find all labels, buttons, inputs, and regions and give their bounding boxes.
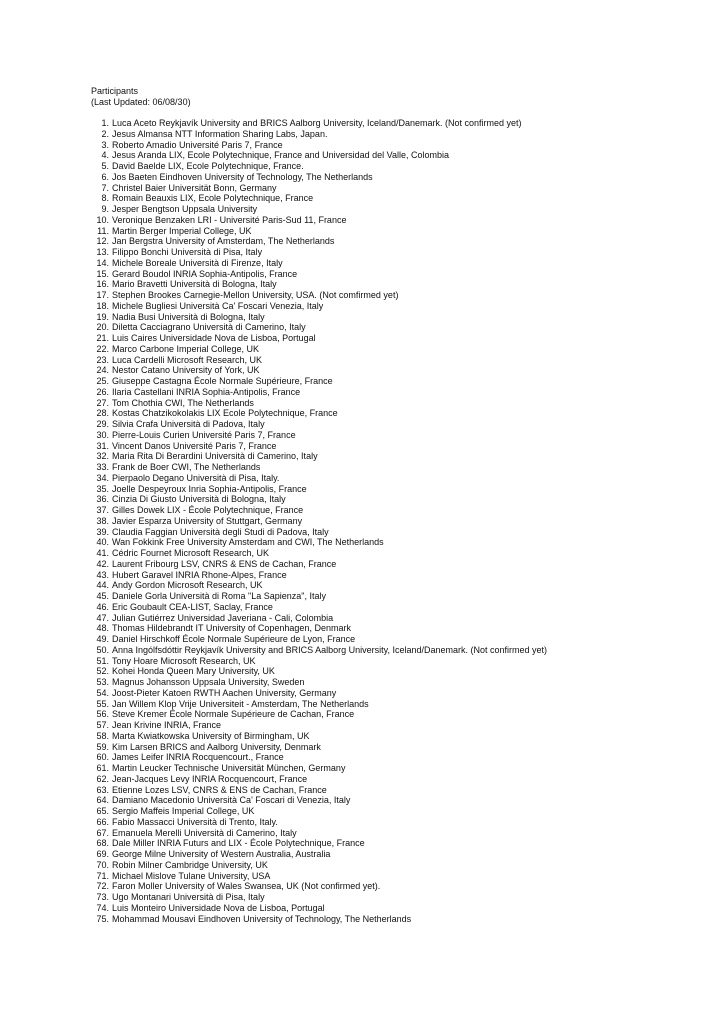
list-item-text: Mario Bravetti Università di Bologna, Italy [112, 279, 277, 290]
list-item-number: 43. [96, 569, 109, 580]
list-item-number: 40. [96, 537, 109, 548]
list-item-number: 2. [101, 128, 109, 139]
list-item [91, 129, 711, 140]
list-item [91, 666, 711, 677]
list-item [91, 838, 711, 849]
list-item-text: Frank de Boer CWI, The Netherlands [112, 462, 261, 472]
list-item [91, 301, 711, 312]
list-item-number: 5. [101, 161, 109, 171]
list-item-text: Andy Gordon Microsoft Research, UK [112, 580, 263, 591]
list-item-number: 46. [96, 601, 109, 612]
list-item-number: 1. [101, 118, 109, 128]
list-item-text: Luca Aceto Reykjavík University and BRICS Aalborg University, Iceland/Danemark. (Not confirmed yet) [112, 118, 522, 128]
list-item [91, 871, 711, 882]
list-item-text: Hubert Garavel INRIA Rhone-Alpes, France [112, 569, 287, 580]
list-item-text: Gerard Boudol INRIA Sophia-Antipolis, France [112, 268, 298, 279]
list-item-text: Tom Chothia CWI, The Netherlands [112, 397, 254, 408]
list-item-number: 14. [96, 257, 109, 268]
list-item [91, 602, 711, 613]
list-item [91, 677, 711, 688]
list-item-number: 70. [96, 859, 109, 870]
list-item [91, 537, 711, 548]
list-item-text: Javier Esparza University of Stuttgart, Germany [112, 515, 303, 526]
list-item-number: 25. [96, 376, 109, 386]
list-item [91, 699, 711, 710]
list-item-number: 72. [96, 881, 109, 892]
list-item [91, 484, 711, 495]
list-item-text: Jean Krivine INRIA, France [112, 720, 222, 730]
list-item-text: Damiano Macedonio Università Ca' Foscari di Venezia, Italy [112, 795, 351, 806]
list-item-number: 60. [96, 752, 109, 763]
list-item [91, 688, 711, 699]
list-item-number: 42. [96, 558, 109, 569]
list-item [91, 279, 711, 290]
list-item [91, 161, 711, 172]
list-item-number: 4. [101, 150, 109, 161]
list-item-text: Tony Hoare Microsoft Research, UK [112, 655, 256, 666]
list-item-text: Nadia Busi Università di Bologna, Italy [112, 311, 265, 322]
list-item-number: 23. [96, 354, 109, 365]
list-item-number: 8. [101, 193, 109, 204]
last-updated: (Last Updated: 06/08/30) [91, 97, 191, 107]
list-item [91, 258, 711, 269]
list-item-number: 64. [96, 795, 109, 806]
list-item-text: Laurent Fribourg LSV, CNRS & ENS de Cachan, France [112, 558, 337, 569]
list-item-number: 36. [96, 494, 109, 505]
list-item-text: Michele Bugliesi Università Ca' Foscari Venezia, Italy [112, 300, 324, 311]
list-item [91, 322, 711, 333]
list-item-number: 12. [96, 236, 109, 247]
list-item [91, 441, 711, 452]
list-item [91, 559, 711, 570]
list-item-number: 34. [96, 472, 109, 483]
list-item-text: Cinzia Di Giusto Università di Bologna, Italy [112, 494, 286, 505]
list-item [91, 892, 711, 903]
list-item [91, 763, 711, 774]
list-item-text: Romain Beauxis LIX, Ecole Polytechnique, France [112, 193, 314, 204]
list-item-number: 32. [96, 451, 109, 462]
list-item-number: 58. [96, 730, 109, 741]
list-item [91, 236, 711, 247]
list-item-text: Ilaria Castellani INRIA Sophia-Antipolis, France [112, 386, 301, 397]
list-item [91, 742, 711, 753]
list-item [91, 344, 711, 355]
list-item [91, 613, 711, 624]
list-item-text: Jean-Jacques Levy INRIA Rocquencourt, France [112, 773, 308, 784]
list-item-text: Veronique Benzaken LRI - Université Paris-Sud 11, France [112, 214, 347, 225]
list-item-number: 26. [96, 386, 109, 397]
list-item-text: Martin Leucker Technische Universität München, Germany [112, 763, 346, 773]
list-item-number: 54. [96, 687, 109, 698]
list-item-text: Etienne Lozes LSV, CNRS & ENS de Cachan, France [112, 784, 327, 795]
list-item-text: Joelle Despeyroux Inria Sophia-Antipolis, France [112, 483, 307, 494]
list-item-text: Emanuela Merelli Università di Camerino, Italy [112, 827, 297, 838]
list-item-number: 15. [96, 268, 109, 279]
list-item-number: 20. [96, 322, 109, 333]
list-item-number: 53. [96, 677, 109, 687]
list-item-number: 24. [96, 365, 109, 376]
list-item [91, 355, 711, 366]
list-item [91, 430, 711, 441]
list-item-text: Kim Larsen BRICS and Aalborg University, Denmark [112, 741, 321, 752]
list-item [91, 494, 711, 505]
list-item [91, 365, 711, 376]
list-item-text: Claudia Faggian Università degli Studi di Padova, Italy [112, 526, 329, 537]
list-item [91, 376, 711, 387]
list-item [91, 548, 711, 559]
list-item-text: Marco Carbone Imperial College, UK [112, 343, 260, 354]
list-item-number: 63. [96, 784, 109, 795]
list-item [91, 817, 711, 828]
list-item [91, 881, 711, 892]
list-item-number: 35. [96, 483, 109, 494]
list-item-text: Anna Ingólfsdóttir Reykjavík University and BRICS Aalborg University, Iceland/Danemark. (Not confirmed yet) [112, 644, 548, 655]
list-item-text: Jesus Aranda LIX, Ecole Polytechnique, France and Universidad del Valle, Colombia [112, 150, 450, 161]
list-item-number: 50. [96, 644, 109, 655]
list-item-number: 37. [96, 505, 109, 515]
list-item-text: Luis Monteiro Universidade Nova de Lisboa, Portugal [112, 902, 325, 913]
list-item-text: Kohei Honda Queen Mary University, UK [112, 666, 275, 677]
list-item [91, 795, 711, 806]
list-item-text: Maria Rita Di Berardini Università di Camerino, Italy [112, 451, 318, 462]
list-item [91, 451, 711, 462]
list-item [91, 226, 711, 237]
list-item-number: 47. [96, 612, 109, 623]
list-item [91, 204, 711, 215]
list-item [91, 731, 711, 742]
list-item-number: 41. [96, 548, 109, 558]
list-item-text: Luca Cardelli Microsoft Research, UK [112, 354, 263, 365]
list-item [91, 172, 711, 183]
list-item [91, 290, 711, 301]
list-item-number: 55. [96, 698, 109, 709]
list-item [91, 591, 711, 602]
list-item-number: 59. [96, 741, 109, 752]
list-item-text: Giuseppe Castagna École Normale Supérieure, France [112, 376, 333, 386]
list-item [91, 570, 711, 581]
list-item-number: 44. [96, 580, 109, 591]
list-item-text: Jesus Almansa NTT Information Sharing Labs, Japan. [112, 128, 328, 139]
list-item-number: 31. [96, 440, 109, 451]
page-title: Participants [91, 86, 139, 96]
list-item-text: Martin Berger Imperial College, UK [112, 225, 252, 236]
list-item-text: Eric Goubault CEA-LIST, Saclay, France [112, 601, 273, 612]
list-item [91, 516, 711, 527]
list-item [91, 580, 711, 591]
list-item-number: 75. [96, 913, 109, 924]
list-item-text: George Milne University of Western Australia, Australia [112, 849, 331, 859]
list-item-number: 71. [96, 870, 109, 881]
list-item [91, 806, 711, 817]
list-item [91, 118, 711, 129]
list-item-number: 38. [96, 515, 109, 526]
list-item [91, 419, 711, 430]
list-item-number: 73. [96, 892, 109, 902]
list-item-text: Jesper Bengtson Uppsala University [112, 204, 258, 214]
list-item-text: Vincent Danos Université Paris 7, France [112, 440, 277, 451]
list-item [91, 709, 711, 720]
list-item [91, 656, 711, 667]
list-item [91, 527, 711, 538]
list-item-number: 45. [96, 591, 109, 601]
participant-list [91, 118, 711, 924]
list-item [91, 774, 711, 785]
list-item [91, 269, 711, 280]
list-item-number: 62. [96, 773, 109, 784]
list-item-number: 19. [96, 311, 109, 322]
list-item-number: 67. [96, 827, 109, 838]
list-item-number: 3. [101, 139, 109, 150]
list-item-text: Filippo Bonchi Università di Pisa, Italy [112, 247, 263, 257]
list-item [91, 150, 711, 161]
list-item-number: 66. [96, 816, 109, 827]
list-item-text: Thomas Hildebrandt IT University of Copenhagen, Denmark [112, 623, 351, 634]
list-item [91, 623, 711, 634]
list-item-text: Steve Kremer École Normale Supérieure de Cachan, France [112, 709, 355, 720]
list-item-text: Joost-Pieter Katoen RWTH Aachen University, Germany [112, 687, 337, 698]
list-item-text: Robin Milner Cambridge University, UK [112, 859, 268, 870]
list-item [91, 398, 711, 409]
list-item [91, 720, 711, 731]
list-item [91, 645, 711, 656]
list-item [91, 193, 711, 204]
list-item-number: 10. [96, 214, 109, 225]
list-item [91, 462, 711, 473]
list-item [91, 247, 711, 258]
list-item-text: Pierre-Louis Curien Université Paris 7, France [112, 429, 296, 440]
list-item [91, 914, 711, 925]
list-item-text: Cédric Fournet Microsoft Research, UK [112, 548, 270, 558]
list-item-text: Magnus Johansson Uppsala University, Sweden [112, 677, 305, 687]
list-item-text: Fabio Massacci Università di Trento, Italy. [112, 816, 278, 827]
list-item-number: 17. [96, 290, 109, 300]
list-item-number: 22. [96, 343, 109, 354]
list-item [91, 505, 711, 516]
list-item-number: 6. [101, 171, 109, 182]
list-item-number: 11. [97, 225, 109, 236]
list-item [91, 215, 711, 226]
list-item-number: 69. [96, 849, 109, 859]
list-item-text: Diletta Cacciagrano Università di Camerino, Italy [112, 322, 306, 333]
list-item-text: Jan Willem Klop Vrije Universiteit - Amsterdam, The Netherlands [112, 698, 369, 709]
list-item-number: 9. [101, 204, 109, 214]
list-item-text: Luis Caires Universidade Nova de Lisboa, Portugal [112, 333, 316, 343]
list-item-number: 27. [96, 397, 109, 408]
list-item [91, 785, 711, 796]
list-item-text: Jos Baeten Eindhoven University of Technology, The Netherlands [112, 171, 373, 182]
list-item-number: 61. [96, 763, 109, 773]
list-item-text: Gilles Dowek LIX - École Polytechnique, France [112, 505, 304, 515]
list-item [91, 333, 711, 344]
list-item-text: Michele Boreale Università di Firenze, Italy [112, 257, 283, 268]
list-item-text: Daniele Gorla Università di Roma "La Sapienza", Italy [112, 591, 326, 601]
list-item-text: Kostas Chatzikokolakis LIX Ecole Polytechnique, France [112, 408, 338, 419]
list-item-text: Daniel Hirschkoff École Normale Supérieure de Lyon, France [112, 634, 356, 644]
list-item [91, 408, 711, 419]
list-item-text: Michael Mislove Tulane University, USA [112, 870, 271, 881]
list-item-number: 51. [96, 655, 109, 666]
list-item-number: 16. [96, 279, 109, 290]
list-item-text: Julian Gutiérrez Universidad Javeriana - Cali, Colombia [112, 612, 334, 623]
list-item-number: 21. [96, 333, 109, 343]
list-item-number: 29. [96, 419, 109, 429]
list-item-text: Mohammad Mousavi Eindhoven University of Technology, The Netherlands [112, 913, 412, 924]
list-item-number: 52. [96, 666, 109, 677]
list-item-number: 56. [96, 709, 109, 720]
list-item-number: 18. [96, 300, 109, 311]
list-item-number: 74. [96, 902, 109, 913]
list-item-text: David Baelde LIX, Ecole Polytechnique, France. [112, 161, 304, 171]
list-item-number: 68. [96, 838, 109, 849]
list-item-number: 39. [96, 526, 109, 537]
list-item-number: 48. [96, 623, 109, 634]
list-item-number: 65. [96, 806, 109, 816]
list-item-number: 30. [96, 429, 109, 440]
list-item-text: Wan Fokkink Free University Amsterdam and CWI, The Netherlands [112, 537, 384, 548]
list-item [91, 312, 711, 323]
list-item-text: Faron Moller University of Wales Swansea, UK (Not confirmed yet). [112, 881, 381, 892]
document-page [91, 86, 711, 924]
list-item-text: Christel Baier Universität Bonn, Germany [112, 182, 277, 193]
list-item [91, 828, 711, 839]
list-item [91, 903, 711, 914]
list-item-number: 49. [96, 634, 109, 644]
list-item-text: Dale Miller INRIA Futurs and LIX - École Polytechnique, France [112, 838, 365, 849]
list-item-text: Stephen Brookes Carnegie-Mellon University, USA. (Not comfirmed yet) [112, 290, 399, 300]
list-item [91, 473, 711, 484]
list-item-text: Silvia Crafa Università di Padova, Italy [112, 419, 265, 429]
list-item [91, 860, 711, 871]
list-item-text: Marta Kwiatkowska University of Birmingham, UK [112, 730, 310, 741]
list-item [91, 752, 711, 763]
list-item-text: Sergio Maffeis Imperial College, UK [112, 806, 255, 816]
list-item [91, 849, 711, 860]
list-item-number: 7. [101, 182, 109, 193]
list-item-number: 28. [96, 408, 109, 419]
list-item-number: 13. [96, 247, 109, 257]
list-item-text: Nestor Catano University of York, UK [112, 365, 260, 376]
list-item-text: Ugo Montanari Università di Pisa, Italy [112, 892, 265, 902]
list-item-text: Jan Bergstra University of Amsterdam, The Netherlands [112, 236, 335, 247]
list-item-text: Roberto Amadio Université Paris 7, France [112, 139, 283, 150]
list-item [91, 387, 711, 398]
list-item [91, 634, 711, 645]
list-item-number: 33. [96, 462, 109, 472]
list-item-text: Pierpaolo Degano Università di Pisa, Italy. [112, 472, 280, 483]
list-item [91, 140, 711, 151]
list-item [91, 183, 711, 194]
list-item-number: 57. [96, 720, 109, 730]
list-item-text: James Leifer INRIA Rocquencourt., France [112, 752, 284, 763]
